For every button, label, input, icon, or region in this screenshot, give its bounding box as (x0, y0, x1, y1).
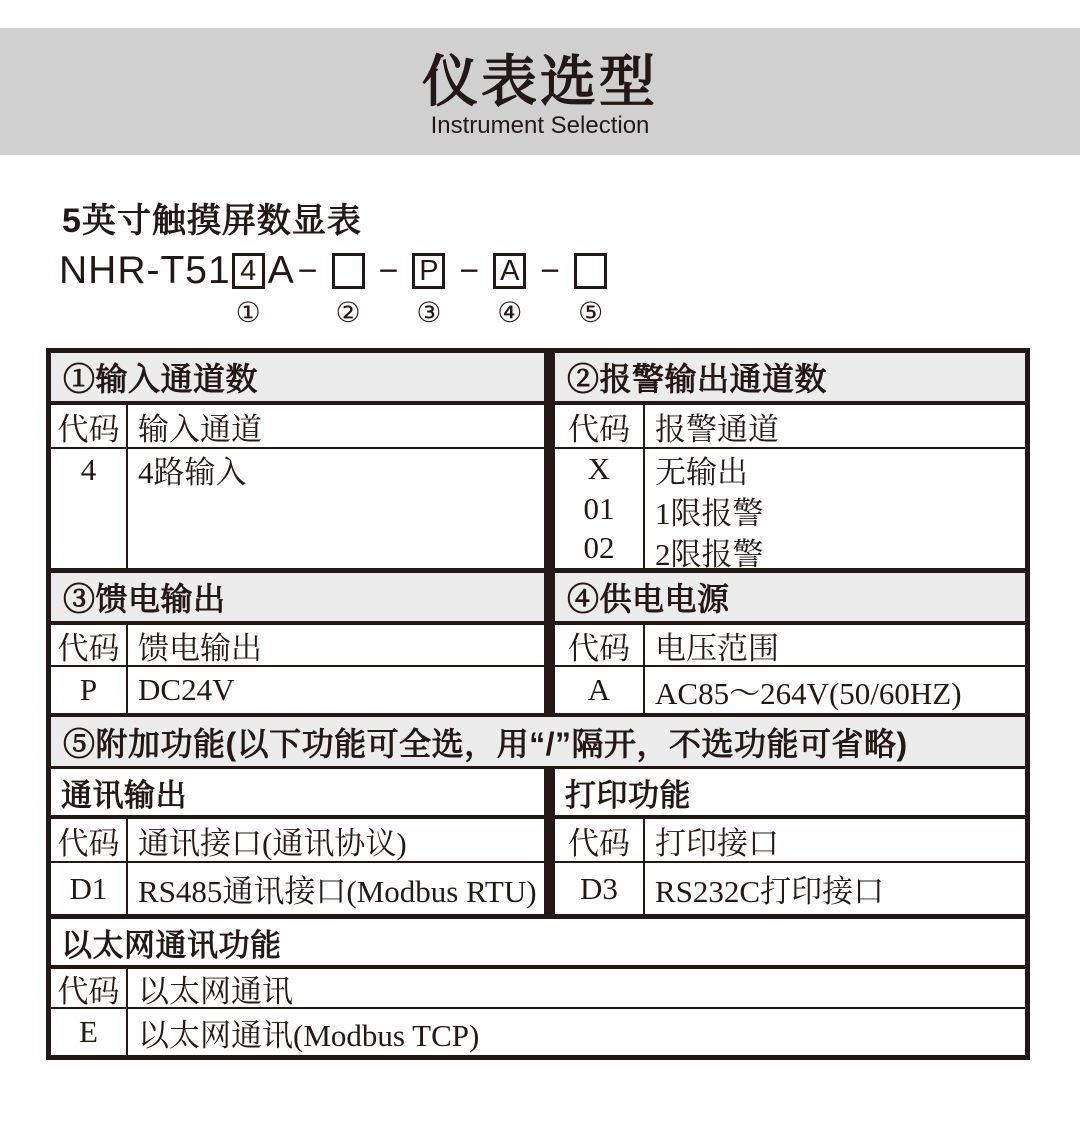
table-row (51, 449, 1025, 573)
desc-header-cell: 打印接口 (655, 825, 779, 861)
model-box-2-wrap (332, 253, 365, 329)
selection-table (46, 348, 1030, 1060)
desc-cell: 无输出 (655, 455, 748, 490)
title-banner (0, 28, 1080, 155)
desc-cell: 1限报警 (655, 496, 764, 531)
table-row (51, 353, 1025, 405)
code-header-cell: 代码 (555, 819, 645, 861)
model-marker-2: ② (335, 296, 361, 329)
section1-right-header: ②报警输出通道数 (555, 353, 1025, 401)
ethernet-header: 以太网通讯功能 (61, 927, 282, 963)
model-code-line (59, 249, 608, 329)
section2-left-header: ③馈电输出 (51, 573, 544, 621)
model-dash-3: − (459, 251, 480, 290)
table-row (51, 769, 1025, 819)
model-box-4: A (493, 253, 526, 289)
desc-header-cell: 输入通道 (138, 411, 262, 447)
code-cell: D1 (51, 863, 128, 914)
model-box-4-wrap (493, 253, 526, 329)
table-row (51, 573, 1025, 625)
model-marker-1: ① (235, 296, 261, 329)
table-row (51, 1009, 1025, 1055)
desc-header-cell: 馈电输出 (138, 630, 262, 666)
desc-header-cell: 通讯接口(通讯协议) (138, 825, 407, 861)
table-row (51, 667, 1025, 717)
desc-cell: 2限报警 (655, 537, 764, 572)
desc-header-cell: 报警通道 (655, 411, 779, 447)
code-cell: A (555, 667, 645, 713)
code-header-cell: 代码 (51, 405, 128, 447)
table-row (51, 625, 1025, 667)
code-cell: X (587, 450, 611, 486)
desc-header-cell: 以太网通讯 (138, 973, 293, 1009)
desc-cell: DC24V (138, 672, 235, 707)
model-box-1: 4 (232, 253, 265, 289)
model-box-5-wrap (574, 253, 607, 329)
comm-output-header: 通讯输出 (61, 777, 187, 813)
desc-cell: AC85～264V(50/60HZ) (655, 675, 962, 711)
code-cell: 4 (80, 451, 97, 487)
model-letter: A (267, 249, 294, 292)
model-dash-2: − (378, 251, 399, 290)
model-dash-1: − (297, 251, 318, 290)
table-row (51, 405, 1025, 449)
section1-left-header: ①输入通道数 (51, 353, 544, 401)
model-box-5 (574, 253, 607, 289)
desc-header-cell: 电压范围 (655, 630, 779, 666)
code-cell: 01 (583, 490, 615, 526)
code-header-cell: 代码 (555, 405, 645, 447)
code-cell: E (51, 1009, 128, 1055)
code-cell: D3 (555, 863, 645, 914)
code-header-cell: 代码 (51, 625, 128, 665)
code-cell: 02 (583, 530, 615, 566)
table-row (51, 819, 1025, 863)
model-box-1-wrap (232, 253, 265, 329)
model-marker-4: ④ (497, 296, 523, 329)
print-function-header: 打印功能 (565, 777, 691, 813)
model-dash-4: − (540, 251, 561, 290)
page-subtitle: Instrument Selection (430, 111, 650, 139)
table-row (51, 919, 1025, 969)
section2-right-header: ④供电电源 (555, 573, 1025, 621)
model-box-2 (332, 253, 365, 289)
code-header-cell: 代码 (51, 819, 128, 861)
model-box-3-wrap (412, 253, 445, 329)
desc-cell: 4路输入 (138, 455, 247, 490)
table-row (51, 969, 1025, 1009)
code-header-cell: 代码 (51, 969, 128, 1007)
page-title: 仪表选型 (422, 49, 658, 113)
model-prefix: NHR-T51 (59, 249, 231, 292)
desc-cell: RS232C打印接口 (655, 874, 885, 909)
section5-header: ⑤附加功能(以下功能可全选，用“/”隔开，不选功能可省略) (51, 717, 1025, 766)
table-row (51, 863, 1025, 919)
table-row (51, 717, 1025, 769)
model-marker-5: ⑤ (578, 296, 604, 329)
desc-cell: 以太网通讯(Modbus TCP) (138, 1017, 480, 1053)
code-cell: P (51, 667, 128, 713)
model-box-3: P (412, 253, 445, 289)
code-header-cell: 代码 (555, 625, 645, 665)
product-title: 5英寸触摸屏数显表 (62, 202, 362, 240)
desc-cell: RS485通讯接口(Modbus RTU) (138, 874, 537, 909)
model-marker-3: ③ (416, 296, 442, 329)
